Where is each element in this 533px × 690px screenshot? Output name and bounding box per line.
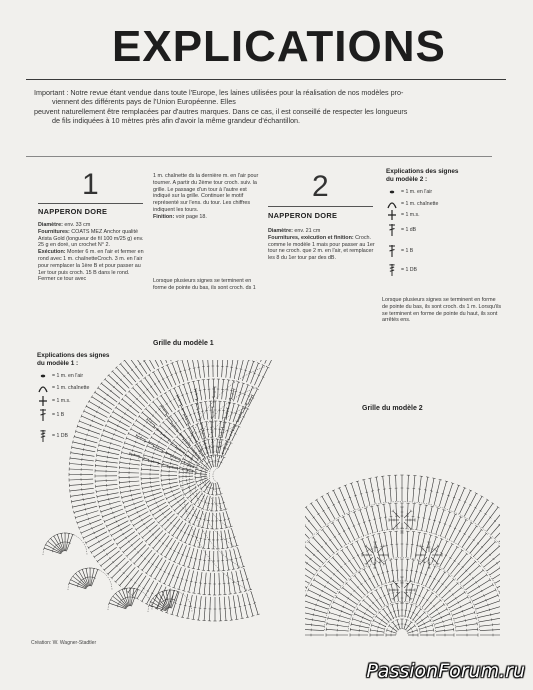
treble-icon xyxy=(386,245,398,257)
model1-legend-title-1: Explications des signes xyxy=(37,352,110,359)
model2-legend-text: = 1 DB xyxy=(401,267,418,273)
model2-legend-text: = 1 B xyxy=(401,248,414,254)
model1-heading: NAPPERON DORE xyxy=(38,207,108,216)
model2-chart-strokes xyxy=(305,475,500,637)
model2-legend-text: = 1 m. chaînette xyxy=(401,201,439,207)
model1-legend-text: = 1 m. chaînette xyxy=(52,385,90,391)
model1-fourn-value: COATS MEZ Anchor qualité Arista Gold (longueur de fil 100 m/25 g) env. 25 g en doré, un crochet N° 2. xyxy=(38,228,144,249)
model1-legend-title-2: du modèle 1 : xyxy=(37,360,79,367)
model2-legend-title-1: Explications des signes xyxy=(386,168,459,175)
model1-col2-text: 1 m. chaînette ds la dernière m. en l'air pour tourner. A partir du 2ème tour croch. suiv. la grille. Le passage d'un tour à l'autre est indiqué sur la grille. Continuer le motif représenté sur l'ens. du tour. Les chiffres indiquent les tours. xyxy=(153,173,259,213)
model1-chart-strokes xyxy=(43,360,281,621)
model1-diam-label: Diamètre: xyxy=(38,222,63,228)
model1-diam-value: env. 33 cm xyxy=(62,222,91,228)
model2-legend-text: = 1 m.s. xyxy=(401,212,420,218)
model2-crochet-chart xyxy=(305,420,500,660)
model1-instructions xyxy=(38,222,146,283)
intro-line-2: viennent des différents pays de l'Union Européenne. Elles xyxy=(52,97,236,107)
model2-diam-label: Diamètre: xyxy=(268,228,293,234)
model2-number: 2 xyxy=(312,170,329,203)
model2-grid-title: Grille du modèle 2 xyxy=(362,405,423,412)
model2-legend-title-2: du modèle 2 : xyxy=(386,176,428,183)
intro-rule xyxy=(26,156,492,157)
intro-line-1: Important : Notre revue étant vendue dans toute l'Europe, les laines utilisées pour la réalisation de nos modèles pro- xyxy=(34,88,404,97)
model1-instructions-col2 xyxy=(153,173,261,221)
model1-note: Lorsque plusieurs signes se terminent en forme de pointe du bas, ils sont croch. ds 1 xyxy=(153,278,256,291)
intro-line-4: de fils indiquées à 10 mètres près afin d'avoir la même grandeur d'échantillon. xyxy=(52,116,301,126)
treble-icon xyxy=(386,224,398,236)
credit-text: Création: W. Wagner-Stadtler xyxy=(31,640,97,646)
title-rule xyxy=(26,79,506,80)
model2-legend-item xyxy=(386,209,420,221)
model1-crochet-chart xyxy=(30,360,300,645)
model2-legend-title xyxy=(386,168,458,184)
model2-diam-value: env. 21 cm xyxy=(292,228,321,234)
dot-icon xyxy=(386,186,398,198)
model2-legend-text: = 1 m. en l'air xyxy=(401,189,433,195)
model1-legend-text: = 1 m.s. xyxy=(52,398,71,404)
model1-exec-label: Exécution: xyxy=(38,249,66,256)
model1-legend-text: = 1 DB xyxy=(52,433,69,439)
model2-legend-item xyxy=(386,245,413,257)
model1-finition-label: Finition: xyxy=(153,213,175,220)
model2-heading: NAPPERON DORE xyxy=(268,211,338,220)
double-treble-icon xyxy=(386,264,398,276)
model1-fourn-label: Fournitures: xyxy=(38,228,70,235)
intro-text xyxy=(34,88,500,126)
model2-instructions xyxy=(268,228,376,262)
cross-icon xyxy=(386,209,398,221)
watermark-logo: PassionForum.ru xyxy=(366,660,525,682)
model1-legend-text: = 1 B xyxy=(52,412,65,418)
model2-legend-text: = 1 dB xyxy=(401,227,417,233)
model2-legend-item xyxy=(386,186,432,198)
model2-note: Lorsque plusieurs signes se terminent en forme de pointe du bas, ils sont croch. ds 1 m. Lorsqu'ils se terminent en forme de pointe du haut, ils sont arrêtés ens. xyxy=(382,297,502,324)
model2-fourn-value: Croch. comme le modèle 1 mais pour passer au 1er tour ne croch. que 2 m. en l'air, et remplacer les 8 du 1er tour par des dB. xyxy=(268,234,375,262)
model2-fourn-label: Fournitures, exécution et finition: xyxy=(268,234,354,241)
model1-number: 1 xyxy=(82,168,99,201)
model1-grid-title: Grille du modèle 1 xyxy=(153,340,214,347)
model1-legend-text: = 1 m. en l'air xyxy=(52,373,84,379)
model1-rule xyxy=(38,203,143,204)
model1-finition-value: voir page 18. xyxy=(174,213,207,220)
model2-legend-item xyxy=(386,224,416,236)
intro-line-3: peuvent naturellement être remplacées par d'autres marques. Dans ce cas, il est conseillé de respecter les longueurs xyxy=(34,106,408,116)
model2-legend-item xyxy=(386,264,417,276)
page-title: EXPLICATIONS xyxy=(112,22,446,71)
model2-rule xyxy=(268,206,373,207)
model1-exec-value: Monter 6 m. en l'air et fermer en rond avec 1 m. chaînetteCroch. 3 m. en l'air pour remplacer la 1ère B et pour passer au 1er tour puis croch. 15 B dans le rond. Fermer ce tour avec xyxy=(38,249,144,283)
